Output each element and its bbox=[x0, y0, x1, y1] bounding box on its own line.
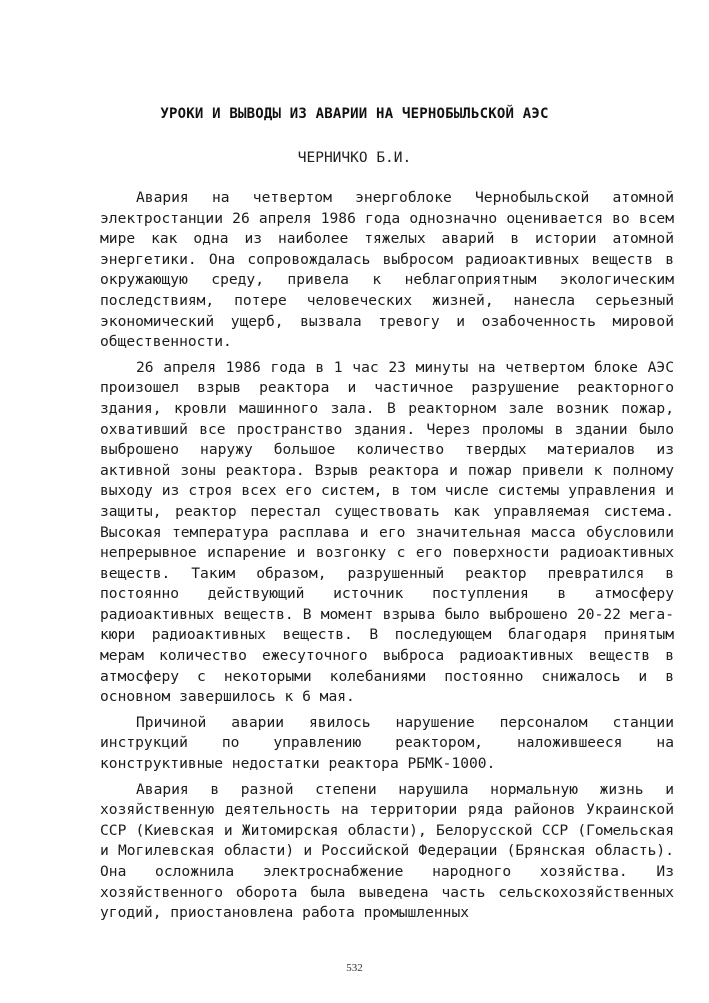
document-author: ЧЕРНИЧКО Б.И. bbox=[297, 150, 412, 166]
page-number: 532 bbox=[346, 962, 363, 974]
paragraph-1: Авария на четвертом энергоблоке Чернобыльской атомной электростанции 26 апреля 1986 года однозначно оценивается во всем мире как одна из наиболее тяжелых аварий в истории атомной энергетики. Она сопровождалась выбросом радиоактивных веществ в окружающую среду, привела к неблагоприятным экологическим последствиям, потере человеческих жизней, нанесла серьезный экономический ущерб, вызвала тревогу и озабоченность мировой общественности. bbox=[100, 189, 674, 351]
document-body bbox=[100, 188, 674, 929]
document-title: УРОКИ И ВЫВОДЫ ИЗ АВАРИИ НА ЧЕРНОБЫЛЬСКОЙ АЭС bbox=[160, 106, 549, 122]
paragraph-4: Авария в разной степени нарушила нормальную жизнь и хозяйственную деятельность на территории ряда районов Украинской ССР (Киевская и Житомирская области), Белорусской ССР (Гомельская и Могилевская области) и Российской Федерации (Брянская область). Она осложнила электроснабжение народного хозяйства. Из хозяйственного оборота была выведена часть сельскохозяйственных угодий, приостановлена работа промышленных bbox=[100, 780, 674, 922]
paragraph-3: Причиной аварии явилось нарушение персоналом станции инструкций по управлению реактором, наложившееся на конструктивные недостатки реактора РБМК-1000. bbox=[100, 713, 674, 773]
paragraph-2: 26 апреля 1986 года в 1 час 23 минуты на четвертом блоке АЭС произошел взрыв реактора и частичное разрушение реакторного здания, кровли машинного зала. В реакторном зале возник пожар, охвативший все пространство здания. Через проломы в здании было выброшено наружу большое количество твердых материалов из активной зоны реактора. Взрыв реактора и пожар привели к полному выходу из строя всех его систем, в том числе системы управления и защиты, реактор перестал существовать как управляемая система. Высокая температура расплава и его значительная масса обусловили непрерывное испарение и возгонку с его поверхности радиоактивных веществ. Таким образом, разрушенный реактор превратился в постоянно действующий источник поступления в атмосферу радиоактивных веществ. В момент взрыва было выброшено 20-22 мега-кюри радиоактивных веществ. В последующем благодаря принятым мерам количество ежесуточного выброса радиоактивных веществ в атмосферу с некоторыми колебаниями постоянно снижалось и в основном завершилось к 6 мая. bbox=[100, 358, 674, 706]
